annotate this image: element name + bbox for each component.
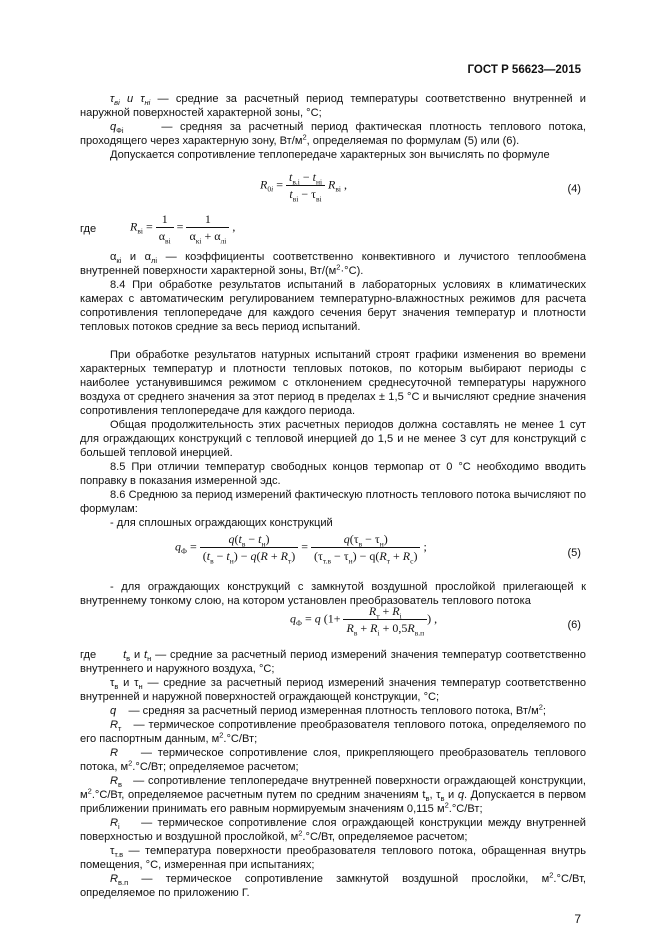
formula-5: $q_Ф$ = $\frac{q(t_в - t_н)}{(t_в - t_н) - q(R + R_т)}$ = $\frac{q(\tau_в - \tau_н)}{(\tau_{т.в} - \tau_н) - q(R_т + R_с)}$ ; bbox=[175, 532, 427, 566]
formula-4-number: (4) bbox=[567, 183, 581, 195]
def-rt: $R_т$ — термическое сопротивление преобразователя теплового потока, определяемого по его паспортным данным, $м^2.^\circ С/Вт$; bbox=[80, 719, 586, 745]
def-q: q — средняя за расчетный период измеренная плотность теплового потока, $Вт/м^2$; bbox=[110, 702, 546, 717]
section-8-4-duration: Общая продолжительность этих расчетных периодов должна составлять не менее 1 сут для ограждающих конструкций с тепловой инерцией до 1,5 и не менее 3 сут для конструкций с большей тепловой инерцией. bbox=[80, 419, 586, 459]
document-header: ГОСТ Р 56623—2015 bbox=[467, 64, 581, 76]
formula-6: $q_Ф = q$ (1+ $\frac{R_т + R_i}{R_в + R_i + 0,5R_{в.п}}$ ) , bbox=[290, 604, 438, 638]
case-solid: - для сплошных ограждающих конструкций bbox=[110, 517, 333, 529]
formula-4: $R_{0i}$ = $\frac{t_{в.i} - t_{нi}}{t_{вi} - \tau_{вi}}$ $R_{вi}$ , bbox=[260, 170, 348, 204]
def-rv: $R_в$ — сопротивление теплопередаче внутренней поверхности ограждающей конструкции, $м^2.^\circ С/Вт$, определяемое расчетным путем по средним значениям $t_в$, $\tau_в$ и q. Допускается в первом приближении принимать его равным нормируемым значениям 0,115 $м^2.^\circ С/Вт$; bbox=[80, 775, 586, 815]
section-8-4: 8.4 При обработке результатов испытаний в лабораторных условиях в климатических камерах с автоматическим регулированием температурно-влажностных режимов для расчета сопротивления теплопередаче для каждого сечения берут значения температур и плотности тепловых потоков средние за весь период испытаний. bbox=[80, 279, 586, 333]
rbi-definition: где bbox=[80, 223, 97, 235]
formula-6-number: (6) bbox=[567, 619, 581, 631]
paragraph-allowed: Допускается сопротивление теплопередаче характерных зон вычислять по формуле bbox=[110, 149, 550, 161]
def-tau-tv: $\tau_{т.в}$ — температура поверхности преобразователя теплового потока, обращенная внутрь помещения, °С, измеренная при испытаниях; bbox=[80, 845, 586, 871]
formula-rbi: $R_{вi}$ = $\frac{1}{\alpha_{вi}}$ = $\frac{1}{\alpha_{кi} + \alpha_{лi}}$ , bbox=[130, 212, 236, 246]
def-ri: $R_i$ — термическое сопротивление слоя ограждающей конструкции между внутренней поверхностью и воздушной прослойкой, $м^2.^\circ С/Вт$, определяемое расчетом; bbox=[80, 817, 586, 843]
page-number: 7 bbox=[574, 912, 581, 926]
section-8-6: 8.6 Среднюю за период измерений фактическую плотность теплового потока вычисляют по формулам: bbox=[80, 489, 586, 515]
section-8-4-natural: При обработке результатов натурных испытаний строят графики изменения во времени характерных температур и плотности тепловых потоков, по которым выбирают периоды с наиболее устанувившимся режимом с отклонением среднесуточной температуры наружного воздуха от среднего значения за этот период в пределах ± 1,5 °С и вычисляют средние значения сопротивления теплопередаче для каждого периода. bbox=[80, 349, 586, 417]
def-tau: $\tau_в$ и $\tau_н$ — средние за расчетный период измерений значения температур соответственно внутренней и наружной поверхностей ограждающей конструкции, °С; bbox=[80, 677, 586, 703]
formula-5-number: (5) bbox=[567, 547, 581, 559]
paragraph-alpha: $\alpha_{кi}$ и $\alpha_{лi}$ — коэффициенты соответственно конвективного и лучистого теплообмена внутренней поверхности характерной зоны, $Вт/(м^2\cdot^\circ С)$. bbox=[80, 251, 586, 277]
def-rvp: $R_{в.п}$ — термическое сопротивление замкнутой воздушной прослойки, $м^2.^\circ С/Вт$, определяемое по приложению Г. bbox=[80, 870, 586, 899]
def-tv-tn: где $t_в$ и $t_н$ — средние за расчетный период измерений значения температур соответственно внутреннего и наружного воздуха, °С; bbox=[80, 649, 586, 675]
section-8-5: 8.5 При отличии температур свободных концов термопар от 0 °С необходимо вводить поправку в показания измеренной эдс. bbox=[80, 461, 586, 487]
paragraph-tau-definition: $\tau_{вi}$ и $\tau_{нi}$ — средние за расчетный период температуры соответственно внутренней и наружной поверхностей характерной зоны, °С; bbox=[80, 93, 586, 119]
def-r: R — термическое сопротивление слоя, прикрепляющего преобразователь теплового потока, $м^2.^\circ С/Вт$; определяемое расчетом; bbox=[80, 747, 586, 773]
case-air-gap: - для ограждающих конструкций с замкнутой воздушной прослойкой прилегающей к внутреннему тонкому слою, на котором установлен преобразователь теплового потока bbox=[80, 581, 586, 607]
paragraph-q-definition: $q_{Фi}$ — средняя за расчетный период фактическая плотность теплового потока, проходящего через характерную зону, $Вт/м^2$, определяемая по формулам (5) или (6). bbox=[80, 121, 586, 147]
